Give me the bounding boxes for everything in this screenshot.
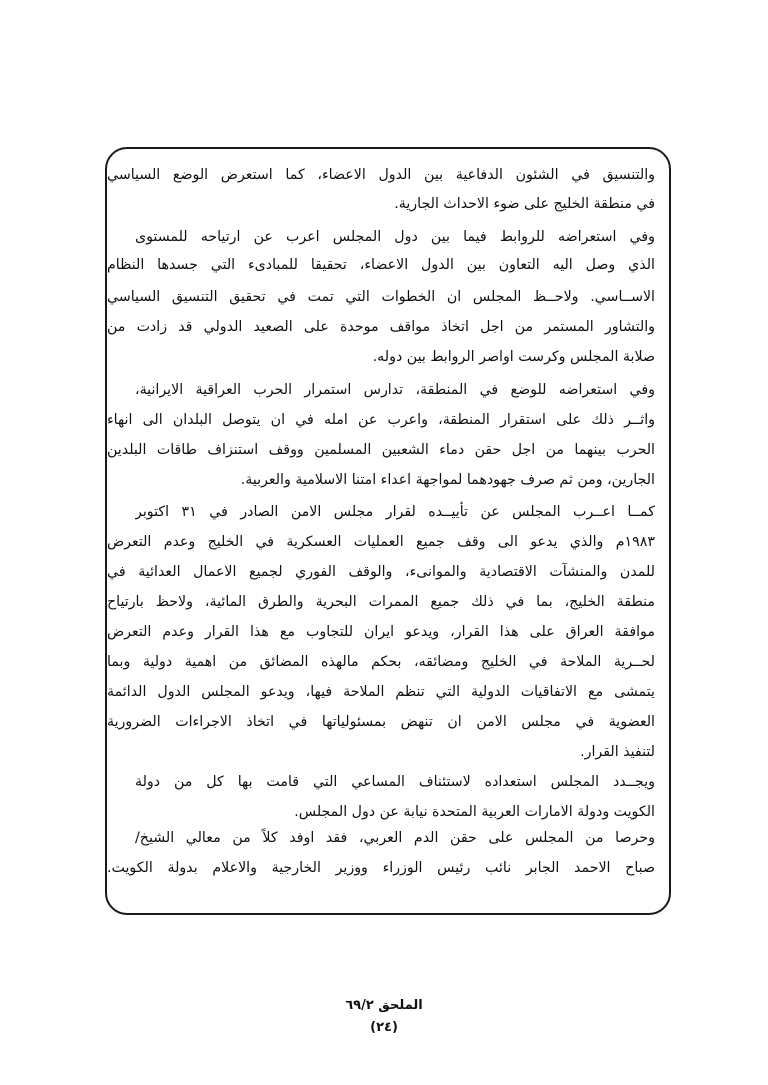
text-line: والتشاور المستمر من اجل اتخاذ مواقف موحدة على الصعيد الدولي قد زادت من	[107, 319, 655, 335]
text-line: والتنسيق في الشئون الدفاعية بين الدول الاعضاء، كما استعرض الوضع السياسي	[107, 167, 655, 183]
text-line: وفي استعراضه للوضع في المنطقة، تدارس استمرار الحرب العراقية الايرانية،	[135, 382, 655, 398]
text-line: وحرصا من المجلس على حقن الدم العربي، فقد اوفد كلاً من معالي الشيخ/	[135, 830, 655, 846]
text-line: كمــا اعــرب المجلس عن تأييــده لقرار مجلس الامن الصادر في ٣١ اكتوبر	[135, 504, 655, 520]
text-line: صلابة المجلس وكرست اواصر الروابط بين دوله.	[372, 349, 655, 365]
text-line: العضوية في مجلس الامن ان تنهض بمسئولياتها في اتخاذ الاجراءات الضرورية	[107, 714, 655, 730]
text-line: يتمشى مع الاتفاقيات الدولية التي تنظم الملاحة فيها، ويدعو المجلس الدول الدائمة	[107, 684, 655, 700]
text-line: لتنفيذ القرار.	[580, 744, 655, 760]
text-line: ١٩٨٣م والذي يدعو الى وقف جميع العمليات العسكرية في الخليج وعدم التعرض	[107, 534, 655, 550]
text-line: واثــر ذلك على استقرار المنطقة، واعرب عن امله في ان يتوصل البلدان الى انهاء	[107, 412, 655, 428]
text-line: لحــرية الملاحة في الخليج ومضائقه، بحكم مالهذه المضائق من اهمية دولية وبما	[107, 654, 655, 670]
text-line: موافقة العراق على هذا القرار، ويدعو ايران للتجاوب مع هذا القرار وعدم التعرض	[107, 624, 655, 640]
text-line: وفي استعراضه للروابط فيما بين دول المجلس اعرب عن ارتياحه للمستوى	[135, 229, 655, 245]
text-line: الكويت ودولة الامارات العربية المتحدة نيابة عن دول المجلس.	[294, 804, 655, 820]
text-line: صباح الاحمد الجابر نائب رئيس الوزراء ووزير الخارجية والاعلام بدولة الكويت.	[107, 860, 655, 876]
text-line: الذي وصل اليه التعاون بين الدول الاعضاء، تحقيقا للمبادىء التي جسدها النظام	[107, 257, 655, 273]
page-number: (٢٤)	[370, 1020, 398, 1035]
text-line: للمدن والمنشآت الاقتصادية والموانىء، والوقف الفوري لجميع الاعمال العدائية في	[107, 564, 655, 580]
text-line: منطقة الخليج، بما في ذلك جميع الممرات البحرية والطرق المائية، ولاحظ بارتياح	[107, 594, 655, 610]
text-line: في منطقة الخليج على ضوء الاحداث الجارية.	[394, 196, 655, 212]
text-line: الاســاسي. ولاحــظ المجلس ان الخطوات التي تمت في تحقيق التنسيق السياسي	[107, 289, 655, 305]
text-line: الحرب بينهما من اجل حقن دماء الشعبين المسلمين ووقف استنزاف طاقات البلدين	[107, 442, 655, 458]
annex-label: الملحق ٦٩/٢	[345, 998, 423, 1013]
text-line: ويجــدد المجلس استعداده لاستئناف المساعي التي قامت بها كل من دولة	[135, 774, 655, 790]
text-line: الجارين، ومن ثم صرف جهودهما لمواجهة اعداء امتنا الاسلامية والعربية.	[240, 472, 655, 488]
